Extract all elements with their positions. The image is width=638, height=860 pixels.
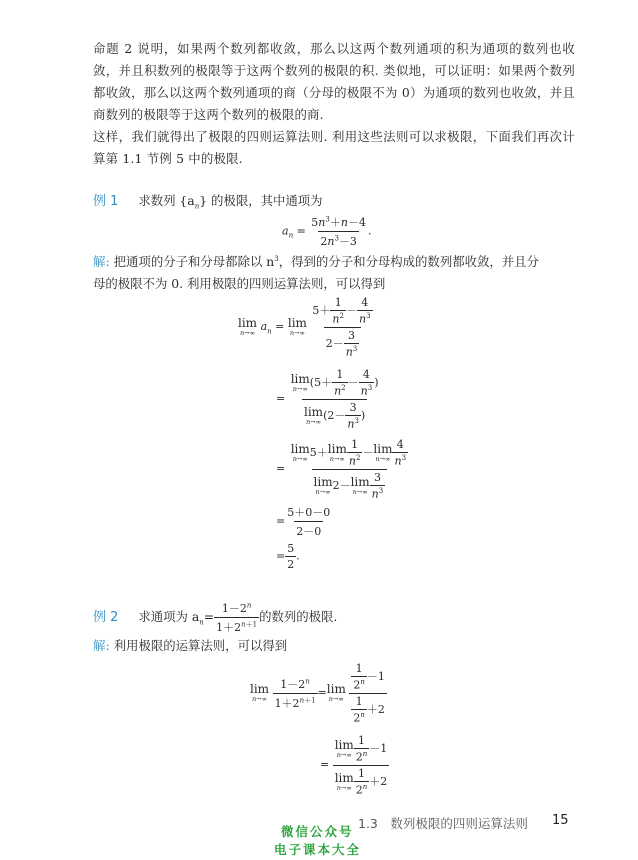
solution-1-text-b: ，得到的分子和分母构成的数列都收敛，并且分 [278, 254, 539, 269]
solution-1-label: 解: [93, 254, 110, 269]
example-2-text-a: 求通项为 a [138, 609, 200, 624]
derivation-step-4: = $\frac{5+0-0}{2-0}$ [276, 506, 331, 538]
example-2-derivation-step-2: = lim n→∞ $\frac{1}{2^n}$ －1 lim n→∞ $\frac{1}{2^n}$ ＋2 [320, 734, 388, 797]
example-2-text-b: 的数列的极限. [259, 609, 338, 624]
example-1-statement: 例 1 求数列 $\{a_n\}$ 的极限，其中通项为 [93, 193, 323, 211]
derivation-step-2: = lim n→∞ (5＋ $\frac{1}{n^2}$ － $\frac{4}{n^3}$ ) lim n→∞ (2－ $\frac{3}{n^3}$ ) [276, 368, 379, 431]
example-2-label: 例 2 [93, 610, 119, 625]
example-1-formula: $a_n$ = $\frac{5n^3+n-4}{2n^3-3}$ . [282, 215, 372, 248]
solution-1-line-2: 母的极限不为 0. 利用极限的四则运算法则，可以得到 [93, 276, 386, 291]
solution-1-text-a: 把通项的分子和分母都除以 n [113, 254, 275, 269]
solution-1-line-1: 解: 把通项的分子和分母都除以 $n^3$，得到的分子和分母构成的数列都收敛，并且分 [93, 254, 539, 269]
example-1-label: 例 1 [93, 194, 119, 209]
example-1-text-2: } 的极限，其中通项为 [199, 193, 323, 208]
solution-2-line [93, 636, 287, 654]
example-1-text: 求数列 {a [138, 193, 195, 208]
footer-page-number: 15 [552, 813, 569, 828]
solution-2-label: 解: [93, 638, 110, 653]
derivation-step-5: = $\frac{5}{2}$ . [276, 542, 300, 571]
derivation-step-3: = lim n→∞ 5＋ lim n→∞ $\frac{1}{n^2}$ － lim n→∞ $\frac{4}{n^3}$ lim n→∞ 2－ lim n→∞ $\frac{3}{n^3}$ [276, 438, 407, 501]
derivation-step-1: lim n→∞ $a_n$ = lim n→∞ 5＋ $\frac{1}{n^2}$ － $\frac{4}{n^3}$ 2－ $\frac{3}{n^3}$ [238, 296, 371, 359]
example-2-statement: 例 2 求通项为 $a_n=$ $\frac{1-2^n}{1+2^{n+1}}$ 的数列的极限. [93, 601, 338, 634]
watermark-line-2: 电子课本大全 [274, 842, 362, 857]
watermark-line-1: 微信公众号 [281, 824, 354, 839]
paragraph-proposition-2: 命题 2 说明，如果两个数列都收敛，那么以这两个数列通项的积为通项的数列也收敛，并且积数列的极限等于这两个数列的极限的积. 类似地，可以证明：如果两个数列都收敛，那么以这两个数列通项的商（分母的极限不为 0）为通项的数列也收敛，并且商数列的极限等于这两个数列的极限的商. [93, 41, 575, 122]
paragraph-four-operations: 这样，我们就得出了极限的四则运算法则. 利用这些法则可以求极限，下面我们再次计算第 1.1 节例 5 中的极限. [93, 129, 575, 166]
example-2-derivation-step-1: lim n→∞ $\frac{1-2^n}{1+2^{n+1}}$ = lim n→∞ $\frac{1}{2^n}$ －1 $\frac{1}{2^n}$ ＋2 [250, 662, 385, 725]
solution-2-text: 利用极限的运算法则，可以得到 [113, 638, 288, 653]
footer-section-title: 1.3 数列极限的四则运算法则 [358, 816, 528, 831]
